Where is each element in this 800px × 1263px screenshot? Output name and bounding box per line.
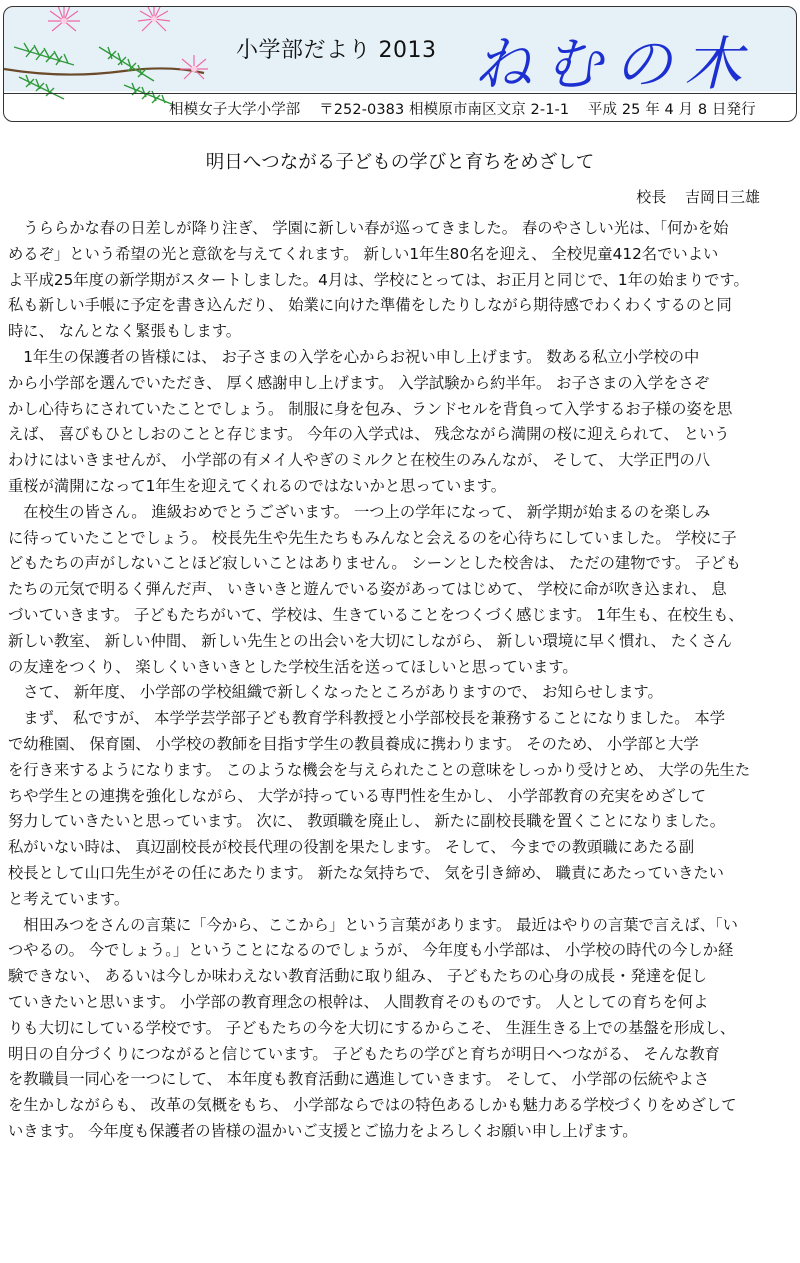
article-line: いきます。 今年度も保護者の皆様の温かいご支援とご協力をよろしくお願い申し上げます。 xyxy=(8,1121,638,1140)
article-line: 1年生の保護者の皆様には、 お子さまの入学を心からお祝い申し上げます。 数ある私立小学校の中 xyxy=(8,347,700,366)
article-line: まず、 私ですが、 本学学芸学部子ども教育学科教授と小学部校長を兼務することになりました。 本学 xyxy=(8,709,726,728)
article-line: ていきたいと思います。 小学部の教育理念の根幹は、 人間教育そのものです。 人としての育ちを何よ xyxy=(8,992,709,1011)
article-line: つやるの。 今でしょう。」ということになるのでしょうが、 今年度も小学部は、 小学校の時代の今しか経 xyxy=(8,941,734,960)
article-line: 私も新しい手帳に予定を書き込んだり、 始業に向けた準備をしたりしながら期待感でわくわくするのと同 xyxy=(8,296,732,315)
publication-info xyxy=(169,98,770,119)
article-line: めるぞ」という希望の光と意欲を与えてくれます。 新しい1年生80名を迎え、 全校児童412名でいよい xyxy=(8,244,719,263)
article-body xyxy=(8,216,768,1145)
article-line: りも大切にしている学校です。 子どもたちの今を大切にするからこそ、 生涯生きる上での基盤を形成し、 xyxy=(8,1018,736,1037)
article-line: 明日の自分づくりにつながると信じています。 子どもたちの学びと育ちが明日へつながる、 そんな教育 xyxy=(8,1044,720,1063)
school-address: 〒252-0383 相模原市南区文京 2-1-1 xyxy=(319,102,570,118)
article-line: 私がいない時は、 真辺副校長が校長代理の役割を果たします。 そして、 今までの教頭職にあたる副 xyxy=(8,838,695,857)
article-line: 校長として山口先生がその任にあたります。 新たな気持ちで、 気を引き締め、 職責にあたっていきたい xyxy=(8,863,724,882)
article-line: 時に、 なんとなく緊張もします。 xyxy=(8,322,242,341)
article-line: どもたちの声がしないことほど寂しいことはありません。 シーンとした校舎は、 ただの建物です。 子ども xyxy=(8,554,741,573)
author-name: 吉岡日三雄 xyxy=(684,188,760,206)
article-line: の友達をつくり、 楽しくいきいきとした学校生活を送ってほしいと思っています。 xyxy=(8,657,578,676)
school-name: 相模女子大学小学部 xyxy=(169,102,301,118)
article-line: 験できない、 あるいは今しか味わえない教育活動に取り組み、 子どもたちの心身の成長・発達を促し xyxy=(8,967,708,986)
article-line: から小学部を選んでいただき、 厚く感謝申し上げます。 入学試験から約半年。 お子さまの入学をさぞ xyxy=(8,373,710,392)
article-line: を行き来するようになります。 このような機会を与えられたことの意味をしっかり受けとめ、 大学の先生た xyxy=(8,760,751,779)
article-line: 在校生の皆さん。 進級おめでとうございます。 一つ上の学年になって、 新学期が始まるのを楽しみ xyxy=(8,502,711,521)
issue-date: 平成 25 年 4 月 8 日発行 xyxy=(587,102,756,118)
header-divider xyxy=(4,93,796,94)
article-line: づいていきます。 子どもたちがいて、学校は、生きていることをつくづく感じます。 1年生も、在校生も、 xyxy=(8,605,744,624)
newsletter-header xyxy=(3,6,797,122)
article-author xyxy=(622,186,760,207)
article-line: 相田みつをさんの言葉に「今から、ここから」という言葉があります。 最近はやりの言葉で言えば、「い xyxy=(8,915,738,934)
article-line: よ平成25年度の新学期がスタートしました。4月は、学校にとっては、お正月と同じで、1年の始まりです。 xyxy=(8,270,749,289)
article-line: かし心待ちにされていたことでしょう。 制服に身を包み、ランドセルを背負って入学するお子様の姿を思 xyxy=(8,399,733,418)
article-line: たちの元気で明るく弾んだ声、 いきいきと遊んでいる姿があってはじめて、 学校に命が吹き込まれ、 息 xyxy=(8,580,727,599)
article-line: うららかな春の日差しが降り注ぎ、 学園に新しい春が巡ってきました。 春のやさしい光は、「何かを始 xyxy=(8,219,729,237)
article-line: 新しい教室、 新しい仲間、 新しい先生との出会いを大切にしながら、 新しい環境に早く慣れ、 たくさん xyxy=(8,631,733,650)
article-line: と考えています。 xyxy=(8,889,130,908)
article-line: を生かしながらも、 改革の気概をもち、 小学部ならではの特色あるしかも魅力ある学校づくりをめざして xyxy=(8,1096,737,1115)
article-line: 重桜が満開になって1年生を迎えてくれるのではないかと思っています。 xyxy=(8,476,507,495)
article-headline: 明日へつながる子どもの学びと育ちをめざして xyxy=(205,152,595,173)
article-line: に待っていたことでしょう。 校長先生や先生たちもみんなと会えるのを心待ちにしていました。 学校に子 xyxy=(8,528,737,547)
article-line: を教職員一同心を一つにして、 本年度も教育活動に邁進していきます。 そして、 小学部の伝統やよさ xyxy=(8,1070,710,1089)
article-line: ちや学生との連携を強化しながら、 大学が持っている専門性を生かし、 小学部教育の充実をめざして xyxy=(8,786,707,805)
article-line: で幼稚園、 保育園、 小学校の教師を目指す学生の教員養成に携わります。 そのため、 小学部と大学 xyxy=(8,734,699,753)
article-line: 努力していきたいと思っています。 次に、 教頭職を廃止し、 新たに副校長職を置くことになりました。 xyxy=(8,812,726,831)
newsletter-brand: ねむの木 xyxy=(474,30,755,98)
author-title: 校長 xyxy=(636,188,667,206)
newsletter-title: 小学部だより 2013 xyxy=(236,38,437,63)
article-line: さて、 新年度、 小学部の学校組織で新しくなったところがありますので、 お知らせします。 xyxy=(8,683,663,702)
article-line: えば、 喜びもひとしおのことと存じます。 今年の入学式は、 残念ながら満開の桜に迎えられて、 という xyxy=(8,425,730,444)
article-line: わけにはいきませんが、 小学部の有メイ人やぎのミルクと在校生のみんなが、 そして、 大学正門の八 xyxy=(8,451,711,470)
